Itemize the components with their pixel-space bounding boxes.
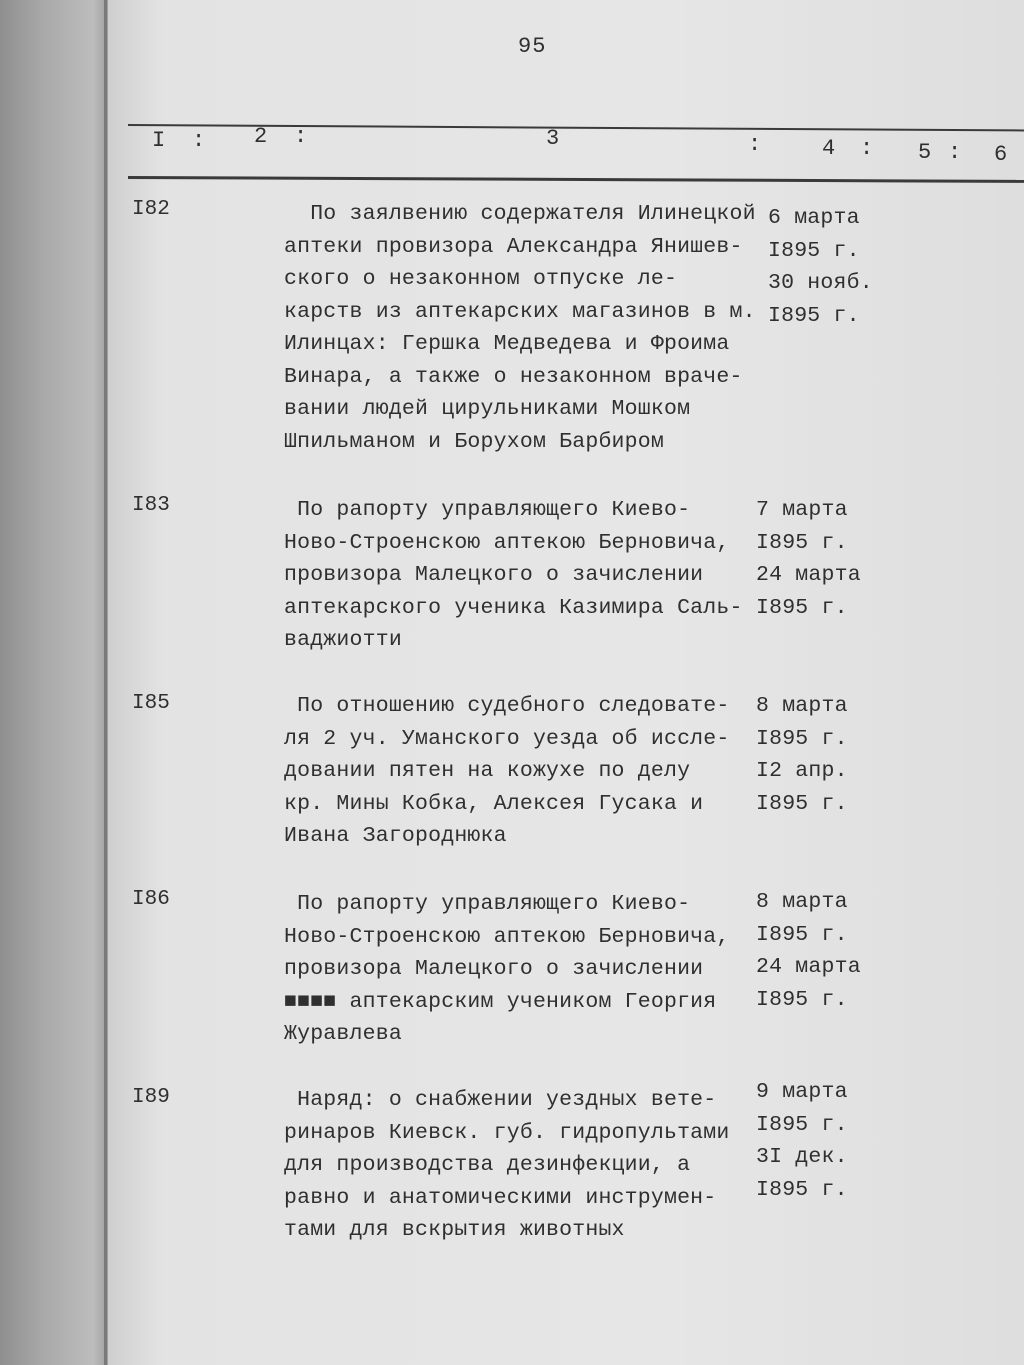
entry-number: I89: [132, 1086, 170, 1109]
entry-description: [284, 494, 774, 657]
entry-description: [284, 198, 774, 458]
text-line: Ново-Строенскою аптекою Берновича,: [284, 924, 730, 949]
text-line: Илинцах: Гершка Медведева и Фроима: [284, 332, 730, 356]
text-line: вании людей цирульниками Мошком: [284, 397, 691, 421]
text-line: Ново-Строенскою аптекою Берновича,: [284, 530, 730, 555]
text-line: для производства дезинфекции, а: [284, 1153, 691, 1177]
header-separator: :: [860, 136, 874, 161]
entry-number: I85: [132, 692, 170, 715]
date-line: I895 г.: [756, 726, 848, 751]
entry-number: I83: [132, 494, 170, 517]
page-number: 95: [518, 34, 547, 59]
header-col-2: 2: [254, 124, 268, 149]
text-line: ■■■■ аптекарским учеником Георгия: [284, 989, 717, 1014]
text-line: По рапорту управляющего Киево-: [284, 498, 691, 522]
text-line: Ивана Загороднюка: [284, 824, 507, 848]
header-separator: :: [192, 128, 206, 153]
header-separator: :: [748, 132, 762, 157]
entry-number: I86: [132, 888, 170, 911]
header-bottom-rule: [128, 176, 1024, 183]
text-line: По рапорту управляющего Киево-: [284, 892, 691, 916]
header-col-4: 4: [822, 136, 836, 161]
date-line: I895 г.: [756, 595, 848, 620]
date-line: 6 марта: [768, 206, 860, 230]
entry-description: [284, 1084, 774, 1247]
date-line: I2 апр.: [756, 759, 848, 783]
date-line: I895 г.: [768, 238, 860, 263]
text-line: ринаров Киевск. губ. гидропультами: [284, 1120, 730, 1145]
entry-description: [284, 690, 774, 853]
document-page: [108, 0, 1024, 1365]
text-line: аптеки провизора Александра Янишев-: [284, 234, 743, 259]
text-line: ского о незаконном отпуске ле-: [284, 267, 678, 291]
date-line: 8 марта: [756, 890, 848, 914]
date-line: 9 марта: [756, 1080, 848, 1104]
text-line: тами для вскрытия животных: [284, 1218, 625, 1242]
text-line: ля 2 уч. Уманского уезда об иссле-: [284, 726, 730, 751]
date-line: 7 марта: [756, 498, 848, 522]
date-line: I895 г.: [756, 987, 848, 1012]
text-line: По заялвению содержателя Илинецкой: [284, 202, 756, 226]
text-line: кр. Мины Кобка, Алексея Гусака и: [284, 791, 704, 816]
text-line: довании пятен на кожухе по делу: [284, 759, 691, 783]
date-line: 24 марта: [756, 955, 861, 979]
entry-dates: [756, 690, 886, 820]
header-separator: :: [294, 124, 308, 149]
date-line: I895 г.: [756, 922, 848, 947]
date-line: I895 г.: [756, 1177, 848, 1202]
text-line: Наряд: о снабжении уездных вете-: [284, 1088, 717, 1112]
text-line: карств из аптекарских магазинов в м.: [284, 299, 756, 324]
text-line: ваджиотти: [284, 628, 402, 652]
header-col-3: 3: [546, 126, 560, 151]
text-line: Журавлева: [284, 1022, 402, 1046]
text-line: По отношению судебного следовате-: [284, 694, 730, 718]
book-binding: [0, 0, 110, 1365]
date-line: I895 г.: [756, 1112, 848, 1137]
entry-number: I82: [132, 198, 170, 221]
header-separator: :: [948, 140, 962, 165]
date-line: 3I дек.: [756, 1145, 848, 1169]
date-line: I895 г.: [768, 303, 860, 328]
entry-dates: [756, 886, 886, 1016]
text-line: Винара, а также о незаконном враче-: [284, 364, 743, 389]
date-line: 24 марта: [756, 563, 861, 587]
header-col-1: I: [152, 128, 166, 153]
text-line: Шпильманом и Борухом Барбиром: [284, 429, 664, 454]
entry-dates: [756, 1076, 886, 1206]
entry-dates: [756, 494, 886, 624]
text-line: провизора Малецкого о зачислении: [284, 957, 704, 981]
header-col-6: 6: [994, 142, 1008, 167]
date-line: I895 г.: [756, 791, 848, 816]
text-line: аптекарского ученика Казимира Саль-: [284, 595, 743, 620]
header-col-5: 5: [918, 140, 932, 165]
date-line: 8 марта: [756, 694, 848, 718]
text-line: равно и анатомическими инструмен-: [284, 1185, 717, 1210]
binding-edge: [104, 0, 107, 1365]
date-line: 30 нояб.: [768, 271, 873, 295]
entry-description: [284, 888, 774, 1051]
text-line: провизора Малецкого о зачислении: [284, 563, 704, 587]
entry-dates: [768, 202, 898, 332]
date-line: I895 г.: [756, 530, 848, 555]
